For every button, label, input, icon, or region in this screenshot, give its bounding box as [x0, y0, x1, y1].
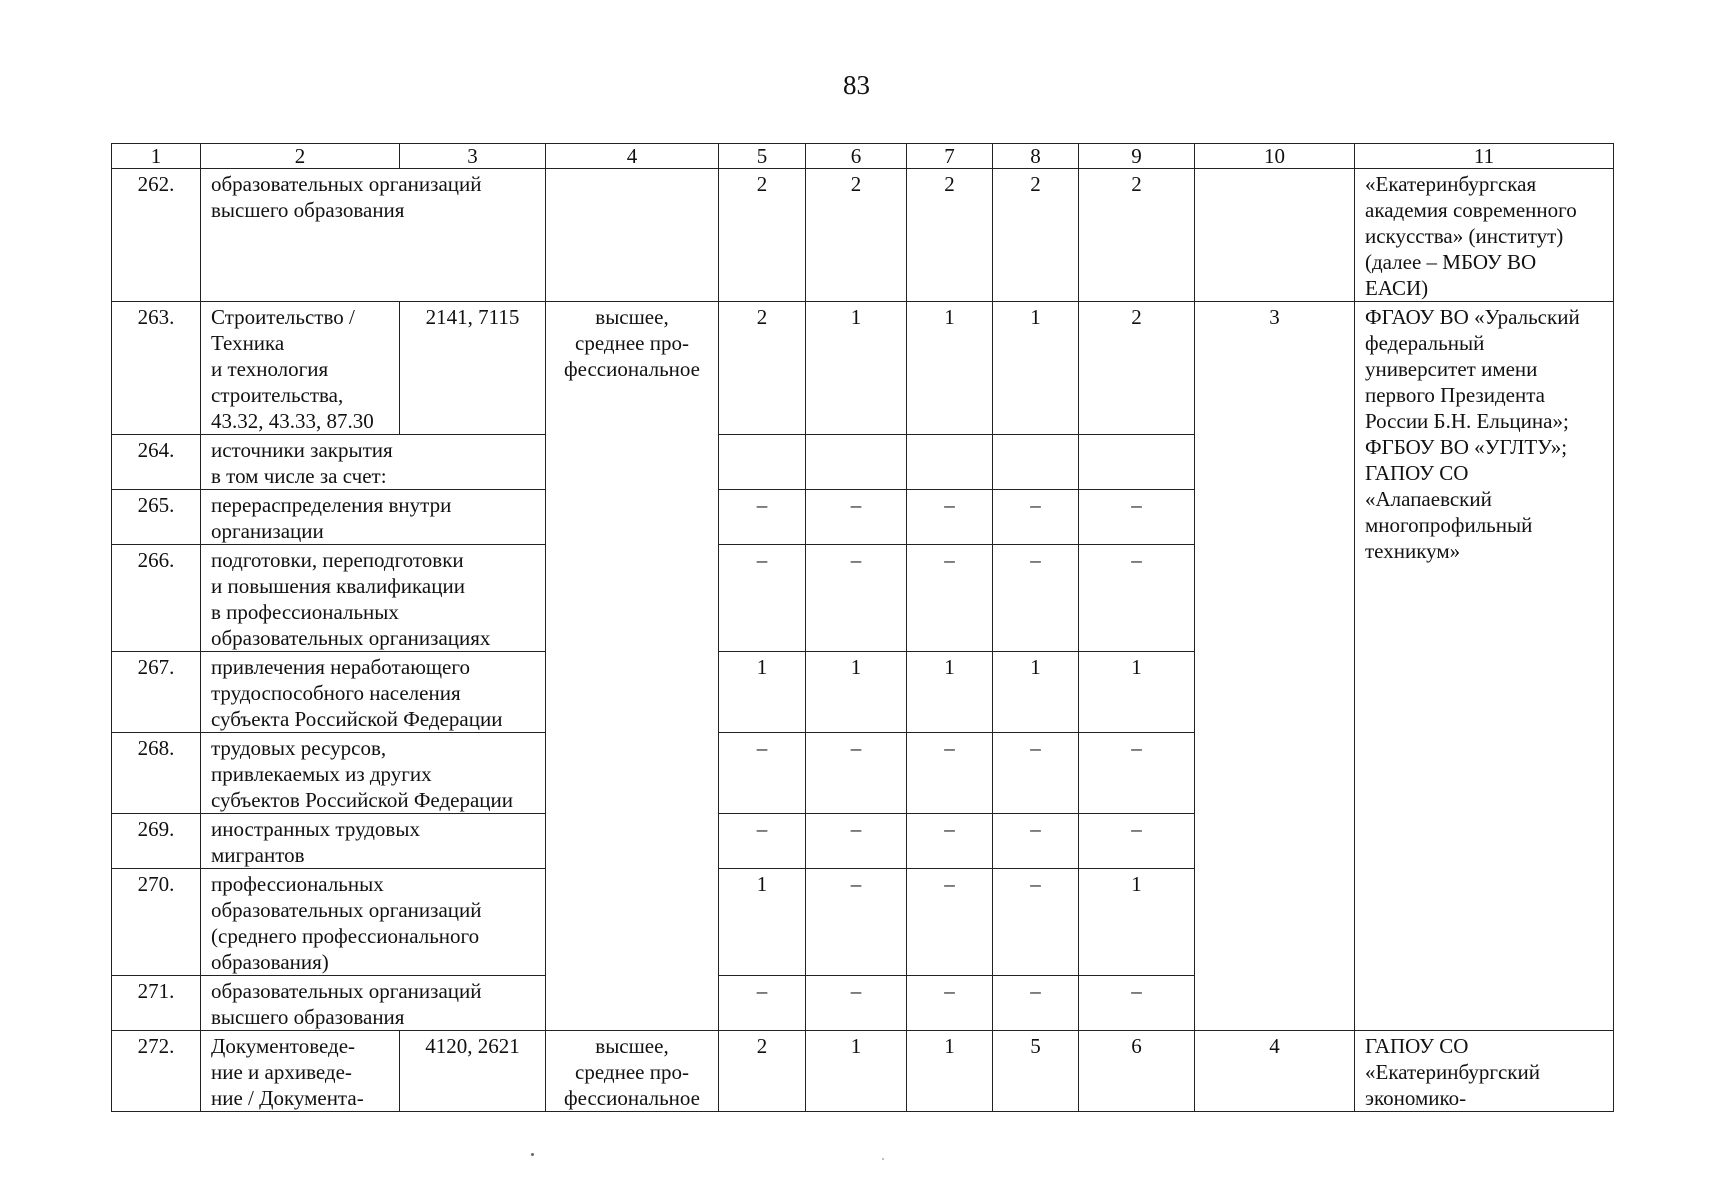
value-cell: [806, 435, 907, 490]
value-cell: –: [806, 490, 907, 545]
value-cell: 2: [719, 1031, 806, 1112]
column-number-header: [112, 144, 1614, 169]
value-cell: –: [993, 545, 1079, 652]
row-number: 269.: [112, 814, 201, 869]
col-header: 6: [806, 144, 907, 169]
row-number: 263.: [112, 302, 201, 435]
value-cell: [1195, 169, 1355, 302]
row-name: образовательных организаций высшего образования: [201, 169, 546, 302]
value-cell: –: [1079, 814, 1195, 869]
value-cell: –: [907, 490, 993, 545]
value-cell: –: [719, 733, 806, 814]
col-header: 4: [546, 144, 719, 169]
value-cell: 1: [1079, 869, 1195, 976]
value-cell: –: [719, 976, 806, 1031]
value-cell: –: [719, 814, 806, 869]
col-header: 11: [1355, 144, 1614, 169]
value-cell: 1: [719, 652, 806, 733]
row-number: 272.: [112, 1031, 201, 1112]
value-cell: 2: [1079, 302, 1195, 435]
value-cell: 2: [806, 169, 907, 302]
value-cell: 2: [993, 169, 1079, 302]
value-cell: 1: [907, 302, 993, 435]
value-cell: –: [806, 814, 907, 869]
row-number: 262.: [112, 169, 201, 302]
organization-cell: ГАПОУ СО «Екатеринбургский экономико-: [1355, 1031, 1614, 1112]
value-cell: –: [993, 869, 1079, 976]
row-name: перераспределения внутри организации: [201, 490, 546, 545]
scan-speck: [882, 1158, 884, 1160]
value-cell: 1: [993, 302, 1079, 435]
col-header: 2: [201, 144, 400, 169]
specialty-name: Документоведе- ние и архиведе- ние / Документа-: [201, 1031, 400, 1112]
value-cell: –: [806, 733, 907, 814]
value-cell: 2: [719, 302, 806, 435]
value-cell: –: [907, 814, 993, 869]
value-cell: –: [993, 733, 1079, 814]
col-header: 8: [993, 144, 1079, 169]
row-number: 264.: [112, 435, 201, 490]
value-cell: [1079, 435, 1195, 490]
value-cell: –: [806, 545, 907, 652]
staffing-table: [111, 143, 1614, 1112]
education-level: высшее, среднее про- фессиональное: [546, 1031, 719, 1112]
value-cell: –: [1079, 976, 1195, 1031]
value-cell: –: [719, 490, 806, 545]
value-cell: 1: [806, 1031, 907, 1112]
value-cell: 5: [993, 1031, 1079, 1112]
col-header: 1: [112, 144, 201, 169]
value-cell: [993, 435, 1079, 490]
value-cell: 1: [719, 869, 806, 976]
col-header: 10: [1195, 144, 1355, 169]
organization-cell: «Екатеринбургская академия современного искусства» (институт) (далее – МБОУ ВО ЕАСИ): [1355, 169, 1614, 302]
specialty-name: Строительство / Техника и технология строительства, 43.32, 43.33, 87.30: [201, 302, 400, 435]
occupation-codes: 4120, 2621: [400, 1031, 546, 1112]
row-name: трудовых ресурсов, привлекаемых из других субъектов Российской Федерации: [201, 733, 546, 814]
value-cell: 1: [907, 1031, 993, 1112]
value-cell: 1: [993, 652, 1079, 733]
row-name: подготовки, переподготовки и повышения квалификации в профессиональных образовательных организациях: [201, 545, 546, 652]
value-cell: 6: [1079, 1031, 1195, 1112]
col-header: 5: [719, 144, 806, 169]
table-row: [112, 302, 1614, 435]
row-number: 265.: [112, 490, 201, 545]
value-cell: [907, 435, 993, 490]
value-cell: –: [907, 976, 993, 1031]
value-cell: 2: [907, 169, 993, 302]
value-cell: –: [907, 869, 993, 976]
value-cell: –: [1079, 733, 1195, 814]
row-number: 270.: [112, 869, 201, 976]
education-level: высшее, среднее про- фессиональное: [546, 302, 719, 1031]
row-name: источники закрытия в том числе за счет:: [201, 435, 546, 490]
value-cell: –: [719, 545, 806, 652]
value-cell: –: [907, 733, 993, 814]
value-cell: –: [993, 814, 1079, 869]
row-name: иностранных трудовых мигрантов: [201, 814, 546, 869]
scan-speck: [531, 1153, 534, 1156]
value-cell: [719, 435, 806, 490]
table-row: [112, 169, 1614, 302]
organization-cell: ФГАОУ ВО «Уральский федеральный университет имени первого Президента России Б.Н. Ельцина»; ФГБОУ ВО «УГЛТУ»; ГАПОУ СО «Алапаевский многопрофильный техникум»: [1355, 302, 1614, 1031]
value-cell: 2: [1079, 169, 1195, 302]
value-cell: –: [806, 869, 907, 976]
row-number: 266.: [112, 545, 201, 652]
occupation-codes: 2141, 7115: [400, 302, 546, 435]
value-cell: 1: [806, 302, 907, 435]
value-cell: 3: [1195, 302, 1355, 1031]
value-cell: 4: [1195, 1031, 1355, 1112]
page-number: 83: [843, 70, 870, 100]
col-header: 9: [1079, 144, 1195, 169]
row-name: привлечения неработающего трудоспособного населения субъекта Российской Федерации: [201, 652, 546, 733]
row-number: 271.: [112, 976, 201, 1031]
col-header: 3: [400, 144, 546, 169]
row-number: 267.: [112, 652, 201, 733]
value-cell: 1: [806, 652, 907, 733]
row-number: 268.: [112, 733, 201, 814]
value-cell: –: [993, 490, 1079, 545]
row-name: профессиональных образовательных организаций (среднего профессионального образования): [201, 869, 546, 976]
table-row: [112, 1031, 1614, 1112]
value-cell: 2: [719, 169, 806, 302]
value-cell: –: [993, 976, 1079, 1031]
row-name: образовательных организаций высшего образования: [201, 976, 546, 1031]
value-cell: –: [907, 545, 993, 652]
value-cell: 1: [907, 652, 993, 733]
col-header: 7: [907, 144, 993, 169]
value-cell: –: [1079, 490, 1195, 545]
education-level: [546, 169, 719, 302]
value-cell: –: [1079, 545, 1195, 652]
value-cell: –: [806, 976, 907, 1031]
value-cell: 1: [1079, 652, 1195, 733]
